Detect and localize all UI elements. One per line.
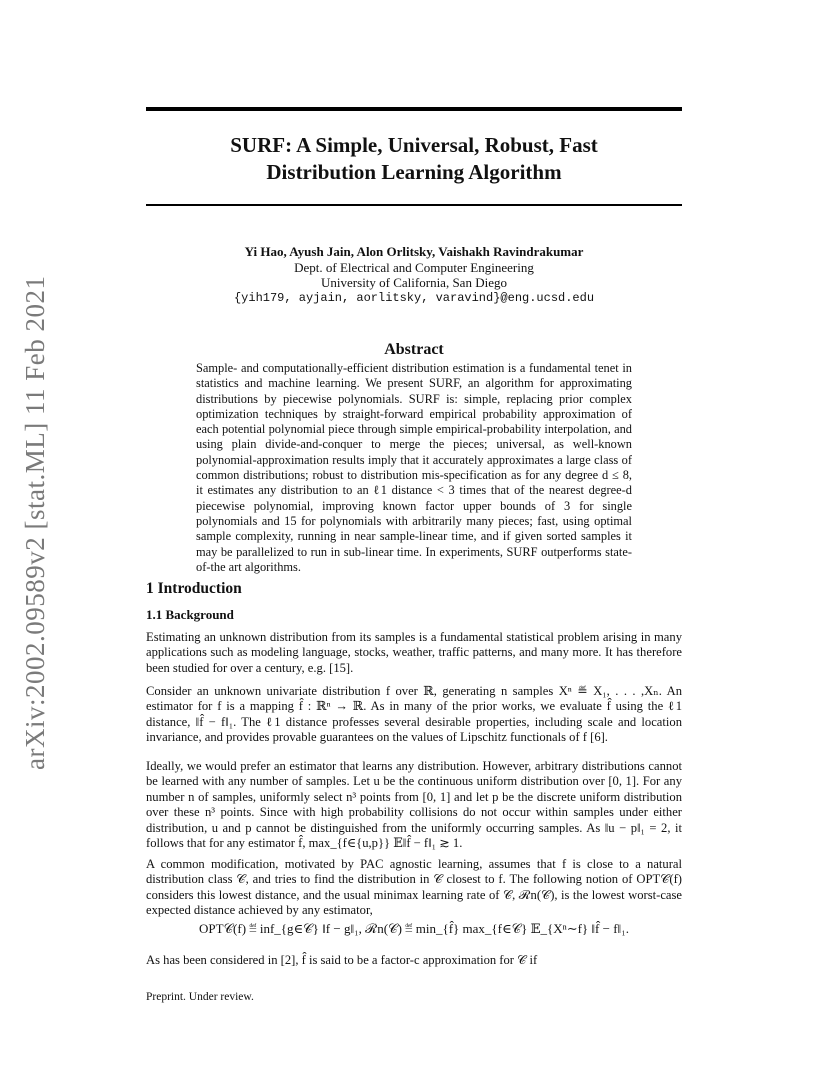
paragraph-1: Estimating an unknown distribution from its samples is a fundamental statistical problem arising in many applications such as modeling language, stocks, weather, traffic patterns, and many more. It has therefore been studied for over a century, e.g. [15].	[146, 630, 682, 675]
preprint-footer: Preprint. Under review.	[146, 991, 254, 1003]
author-names: Yi Hao, Ayush Jain, Alon Orlitsky, Vaishakh Ravindrakumar	[244, 244, 584, 259]
paragraph-4: A common modification, motivated by PAC agnostic learning, assumes that f is close to a natural distribution class 𝒞, and tries to find the distribution in 𝒞 closest to f. The following notion of OPT𝒞(f) considers this lowest distance, and the usual minimax learning rate of 𝒞, ℛn(𝒞), is the lowest worst-case expected distance achieved by any estimator,	[146, 857, 682, 918]
abstract-body: Sample- and computationally-efficient distribution estimation is a fundamental tenet in statistics and machine learning. We present SURF, an algorithm for approximating distributions by piecewise polynomials. SURF is: simple, replacing prior complex optimization techniques by straight-forward empirical probability approximation of each potential polynomial piece through simple empirical-probability interpolation, and using plain divide-and-conquer to merge the pieces; universal, as well-known polynomial-approximation results imply that it accurately approximates a large class of common distributions; robust to distribution mis-specification as for any degree d ≤ 8, it estimates any distribution to an ℓ1 distance < 3 times that of the nearest degree-d piecewise polynomial, improving known factor upper bounds of 3 for single polynomials and 15 for polynomials with arbitrarily many pieces; fast, using optimal sample complexity, running in near sample-linear time, and if given sorted samples it may be parallelized to run in sub-linear time. In experiments, SURF outperforms state-of-the art algorithms.	[196, 361, 632, 574]
abstract-heading: Abstract	[384, 341, 444, 358]
paragraph-3: Ideally, we would prefer an estimator that learns any distribution. However, arbitrary distributions cannot be learned with any number of samples. Let u be the continuous uniform distribution over [0, 1]. For any number n of samples, uniformly select n³ points from [0, 1] and let p be the discrete uniform distribution over these n³ points. Since with high probability collisions do not occur within samples under either distribution, u and p cannot be distinguished from the uniformly occurring samples. As ‖u − p‖₁ = 2, it follows that for any estimator f̂, max_{f∈{u,p}} 𝔼‖f̂ − f‖₁ ≳ 1.	[146, 759, 682, 851]
paper-title	[146, 132, 682, 186]
paragraph-2: Consider an unknown univariate distribution f over ℝ, generating n samples Xⁿ ≝ X₁, . . . ,Xₙ. An estimator for f is a mapping f̂ : ℝⁿ → ℝ. As in many of the prior works, we evaluate f̂ using the ℓ1 distance, ‖f̂ − f‖₁. The ℓ1 distance professes several desirable properties, including scale and location invariance, and provides provable guarantees on the values of Lipschitz functionals of f [6].	[146, 684, 682, 745]
author-dept: Dept. of Electrical and Computer Engineering	[294, 259, 534, 275]
title-top-rule	[146, 107, 682, 111]
arxiv-side-stamp: arXiv:2002.09589v2 [stat.ML] 11 Feb 2021	[20, 275, 50, 770]
title-line-2: Distribution Learning Algorithm	[266, 160, 562, 184]
display-equation: OPT𝒞(f) ≝ inf_{g∈𝒞} ‖f − g‖₁, ℛn(𝒞) ≝ min_{f̂} max_{f∈𝒞} 𝔼_{Xⁿ∼f} ‖f̂ − f‖₁.	[199, 921, 629, 936]
subsection-heading-background: 1.1 Background	[146, 607, 234, 622]
section-heading-introduction: 1 Introduction	[146, 580, 242, 597]
title-bottom-rule	[146, 204, 682, 206]
title-line-1: SURF: A Simple, Universal, Robust, Fast	[230, 133, 598, 157]
paragraph-5: As has been considered in [2], f̂ is said to be a factor-c approximation for 𝒞 if	[146, 953, 538, 967]
author-block	[146, 244, 682, 306]
author-emails: {yih179, ayjain, aorlitsky, varavind}@eng.ucsd.edu	[233, 290, 595, 305]
author-university: University of California, San Diego	[321, 275, 507, 290]
